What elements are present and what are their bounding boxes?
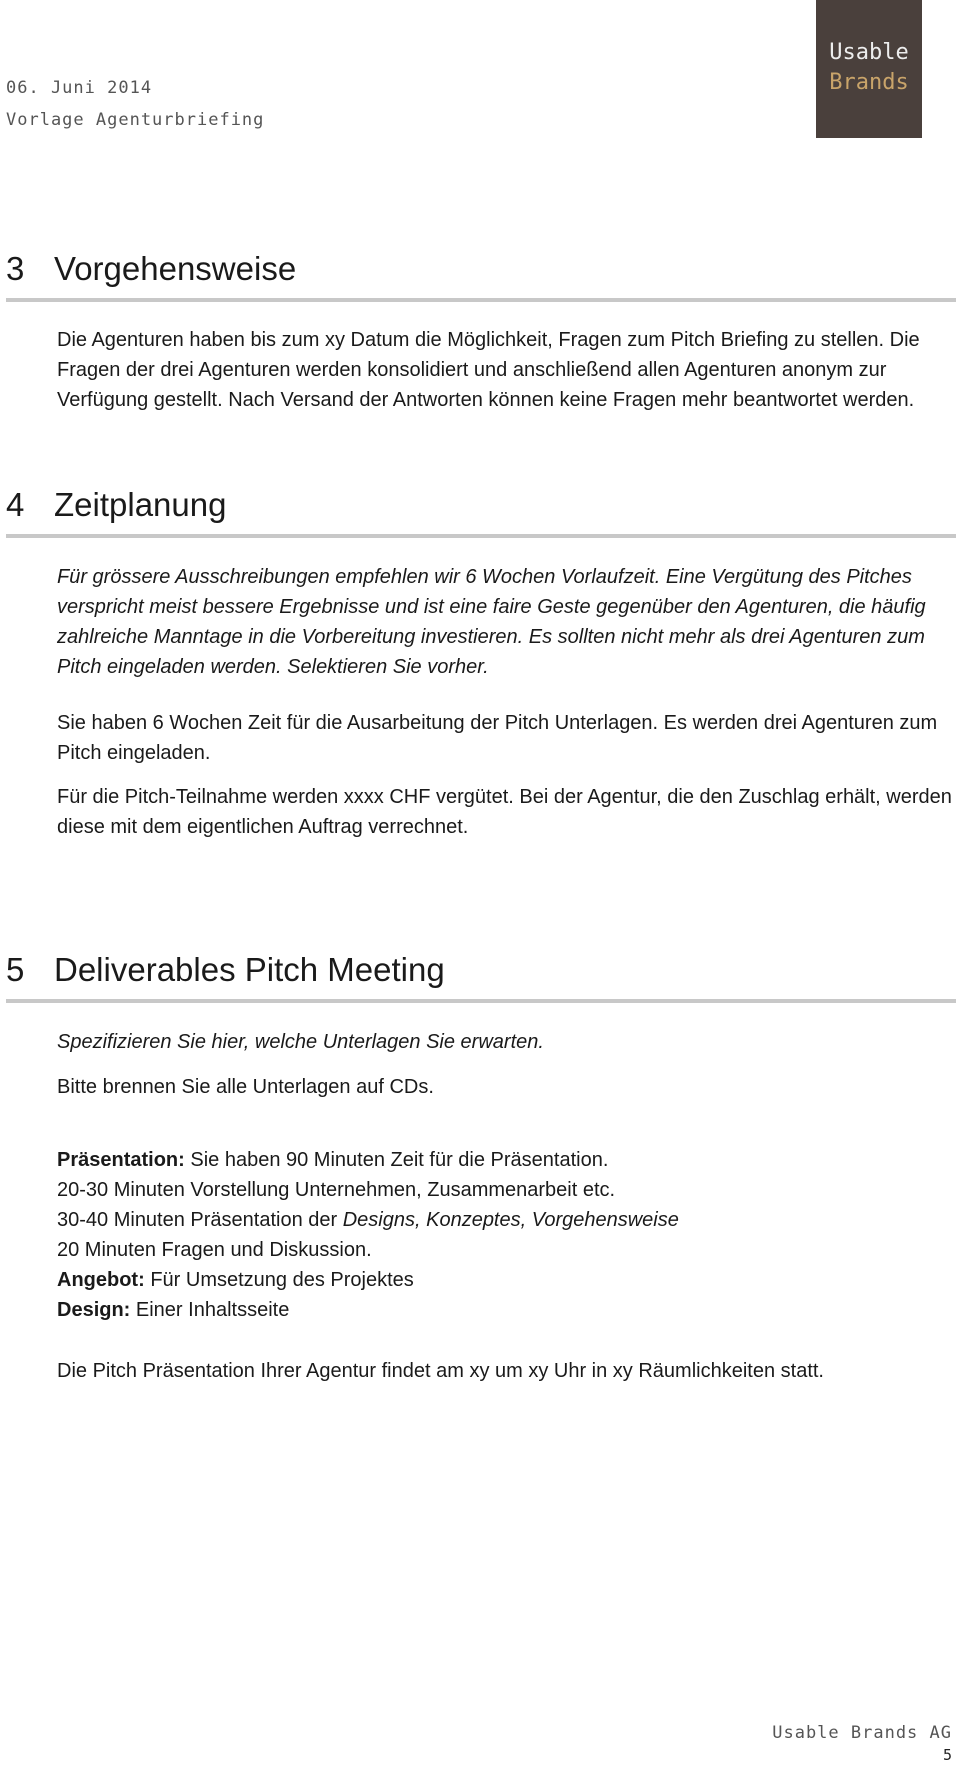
section-4-title: Zeitplanung (54, 486, 227, 523)
section-4-italic-guidance: Für grössere Ausschreibungen empfehlen wir 6 Wochen Vorlaufzeit. Eine Vergütung des Pitches verspricht meist bessere Ergebnisse und ist eine faire Geste gegenüber den Agenturen, die häufig zahlreiche Manntage in die Vorbereitung investieren. Es sollten nicht mehr als drei Agenturen zum Pitch eingeladen werden. Selektieren Sie vorher. (57, 566, 926, 678)
design-label: Design: (57, 1299, 131, 1321)
page-number: 5 (942, 1746, 952, 1764)
closing-statement: Die Pitch Präsentation Ihrer Agentur findet am xy um xy Uhr in xy Räumlichkeiten statt. (57, 1360, 824, 1382)
section-5-cd-note: Bitte brennen Sie alle Unterlagen auf CDs. (57, 1076, 434, 1098)
agenda-line-30-40 (57, 1205, 952, 1235)
section-5-heading (6, 951, 956, 1003)
section-4-body (57, 562, 952, 842)
praesentation-label: Präsentation: (57, 1149, 185, 1171)
logo-line-1: Usable (829, 40, 909, 65)
angebot-text: Für Umsetzung des Projektes (144, 1269, 414, 1291)
section-4-number: 4 (6, 486, 25, 523)
header-date: 06. Juni 2014 (6, 78, 153, 98)
section-3-paragraph: Die Agenturen haben bis zum xy Datum die Möglichkeit, Fragen zum Pitch Briefing zu stellen. Die Fragen der drei Agenturen werden konsolidiert und anschließend allen Agenturen anonym zur Verfügung gestellt. Nach Versand der Antworten können keine Fragen mehr beantwortet werden. (57, 329, 920, 411)
section-5-title: Deliverables Pitch Meeting (54, 951, 445, 988)
header-document-title: Vorlage Agenturbriefing (6, 110, 265, 130)
praesentation-line (57, 1145, 952, 1175)
agenda-line-20-30: 20-30 Minuten Vorstellung Unternehmen, Zusammenarbeit etc. (57, 1179, 616, 1201)
agenda-line-30-40-prefix: 30-40 Minuten Präsentation der (57, 1209, 343, 1231)
section-4-heading (6, 486, 956, 538)
usable-brands-logo (816, 0, 922, 138)
section-5-number: 5 (6, 951, 25, 988)
document-header (6, 72, 264, 136)
section-5-italic-intro: Spezifizieren Sie hier, welche Unterlagen Sie erwarten. (57, 1031, 544, 1053)
section-3-number: 3 (6, 250, 25, 287)
agenda-line-30-40-italic: Designs, Konzeptes, Vorgehensweise (342, 1209, 679, 1231)
section-3-body (57, 325, 952, 415)
angebot-line (57, 1265, 952, 1295)
footer-company: Usable Brands AG (772, 1723, 952, 1743)
section-3-heading (6, 250, 956, 302)
design-line (57, 1295, 952, 1325)
agenda-line-20: 20 Minuten Fragen und Diskussion. (57, 1239, 372, 1261)
page-footer (772, 1722, 952, 1766)
praesentation-text: Sie haben 90 Minuten Zeit für die Präsentation. (184, 1149, 609, 1171)
design-text: Einer Inhaltsseite (130, 1299, 290, 1321)
section-4-paragraph-1: Sie haben 6 Wochen Zeit für die Ausarbeitung der Pitch Unterlagen. Es werden drei Agenturen zum Pitch eingeladen. (57, 712, 938, 764)
section-5-body (57, 1027, 952, 1386)
section-4-paragraph-2: Für die Pitch-Teilnahme werden xxxx CHF vergütet. Bei der Agentur, die den Zuschlag erhält, werden diese mit dem eigentlichen Auftrag verrechnet. (57, 786, 952, 838)
logo-line-2: Brands (829, 70, 909, 95)
angebot-label: Angebot: (57, 1269, 145, 1291)
section-3-title: Vorgehensweise (54, 250, 297, 287)
